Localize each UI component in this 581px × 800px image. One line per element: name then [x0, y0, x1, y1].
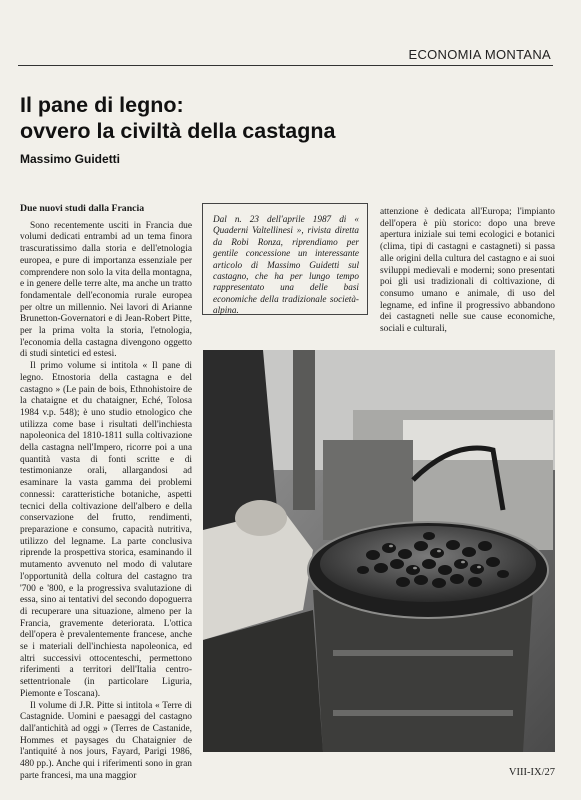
paragraph-2: Il primo volume si intitola « Il pane di legno. Etnostoria della castagna e del castagno » (Le pain de bois, Ethnohistoire de la chataigne et du chataigner, Eché, Tolosa 1984 v.p. 548); è uno studio etnologico che utilizza come base i risultati dell'inchiesta napoleonica del 1810-1811 sulla coltivazione della castagna nell'Impero, ricorre poi a una quantità vasta di fonti scritte e di testimonianze orali, allargandosi ad esaminare la vasta gamma dei problemi connessi: caratteristiche botaniche, aspetti tecnici della coltivazione dell'albero e della conservazione del frutto, rendimenti, preparazione e consumo, capacità nutritiva, utilizzo del legname. La parte conclusiva riprende la prospettiva storica, esaminando il mutamento avvenuto nel modo di valutare l'opportunità della coltura del castagno tra '700 e '800, e la progressiva svalutazione di essa, sino ai tentativi del secondo dopoguerra di recuperare una situazione, almeno per la Francia, gravemente deteriorata. L'ottica dell'opera è prevalentemente francese, anche se i materiali dell'inchiesta napoleonica, ed altri successivi ottocenteschi, permettono riferimenti a territori dell'Italia centro-settentrionale (in particolare Liguria, Piemonte e Toscana).: [20, 361, 192, 699]
section-heading: Due nuovi studi dalla Francia: [20, 203, 145, 214]
author-byline: Massimo Guidetti: [20, 152, 121, 166]
paragraph-3: Il volume di J.R. Pitte si intitola « Terre di Castagnide. Uomini e paesaggi del castagno dall'antichità ad oggi » (Terres de Castanide, Hommes et paysages du Chataignier de l'antiquité à nos jours, Fayard, Parigi 1986, 480 pp.). Anche qui i riferimenti sono in gran parte francesi, ma una maggior: [20, 700, 192, 781]
editor-note-text: Dal n. 23 dell'aprile 1987 di « Quaderni Valtellinesi », rivista diretta da Robi Ronza, riprendiamo per gentile concessione un interessante articolo di Massimo Guidetti sul castagno, che ha per lungo tempo rappresentato una delle basi economiche della tradizionale società-alpina.: [213, 214, 359, 316]
page-number: VIII-IX/27: [508, 767, 555, 778]
column-1: [20, 203, 192, 782]
chestnut-roasting-photo: [203, 350, 555, 752]
column-3-text: attenzione è dedicata all'Europa; l'impianto dell'opera è più storico: dopo una breve apertura iniziale sui temi ecologici e botanici (clima, tipi di castagni e castagneti) si passa alle origini della cultura del castagno e ai suoi sviluppi medievali e moderni; sono presentati poi gli usi tradizionali di coltivazione, di consumo umano e animale, di uso del legname, ed infine il progressivo abbandono dei castagneti nelle sue cause economiche, sociali e culturali,: [380, 207, 555, 335]
article-title: [20, 92, 336, 144]
paragraph-1: Sono recentemente usciti in Francia due volumi dedicati entrambi ad un tema finora trascuratissimo dalla storia e dell'etnologia europea, e pure di importanza essenziale per comprendere non solo la vita della montagna, e in genere delle terre alte, ma anche un tratto fondamentale dell'economia rurale europea per oltre un millennio. Nei lavori di Arianne Brunetton-Governatori e di Jean-Robert Pitte, per la prima volta la storia, l'etnologia, l'economia della castagna divengono oggetto di studi sintetici ed estesi.: [20, 220, 192, 360]
column-3: [380, 207, 555, 336]
title-line-2: ovvero la civiltà della castagna: [20, 119, 336, 143]
section-label: ECONOMIA MONTANA: [408, 47, 551, 62]
title-line-1: Il pane di legno:: [20, 93, 184, 117]
header-rule: [18, 65, 553, 66]
editor-note-box: [202, 203, 368, 315]
